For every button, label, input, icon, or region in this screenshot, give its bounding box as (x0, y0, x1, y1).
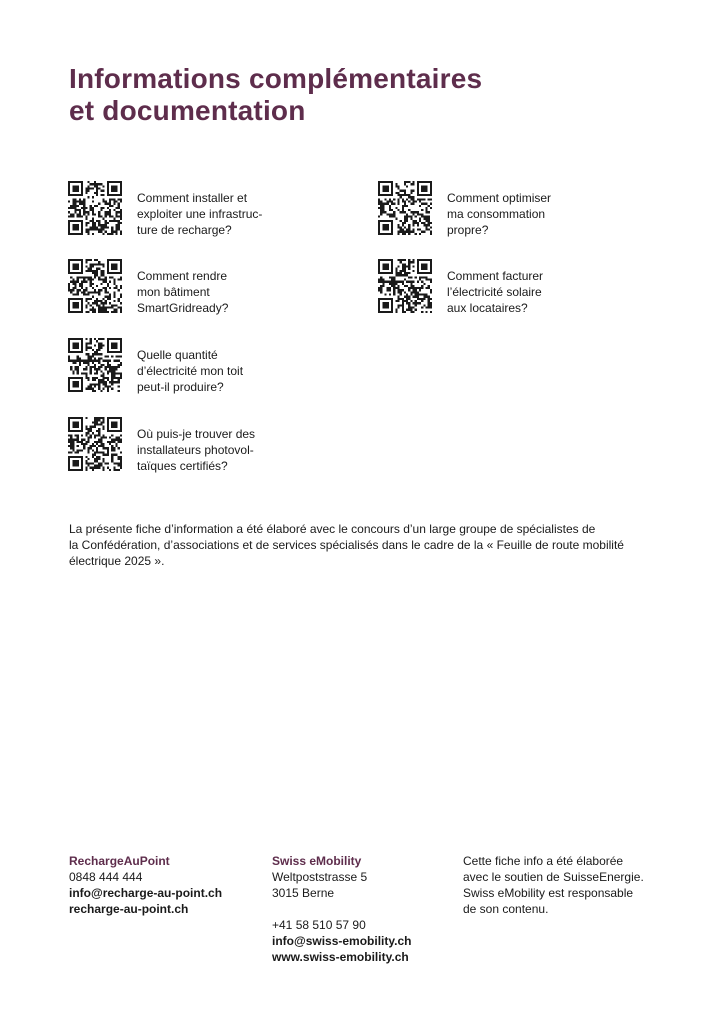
resource-text: aux locataires? (447, 301, 528, 315)
email-link[interactable]: info@recharge-au-point.ch (69, 886, 223, 900)
resource-text: Comment installer et (137, 191, 248, 205)
footer-rechargeaupoint (69, 853, 222, 917)
qr-modules (378, 181, 432, 235)
resource-text: Où puis-je trouver des (137, 427, 256, 441)
org-name: Swiss eMobility (272, 854, 362, 868)
resource-text: Comment facturer (447, 269, 544, 283)
phone: +41 58 510 57 90 (272, 918, 366, 932)
qr-code-icon[interactable] (68, 338, 122, 392)
title-line-2: et documentation (69, 95, 306, 126)
spacer (272, 901, 412, 917)
resource-text: installateurs photovol- (137, 443, 254, 457)
info-paragraph (69, 521, 649, 569)
resource-text: ma consommation (447, 207, 546, 221)
qr-modules (68, 181, 122, 235)
resource-item[interactable] (68, 338, 308, 394)
title-line-1: Informations complémentaires (69, 63, 483, 94)
email-link[interactable]: info@swiss-emobility.ch (272, 934, 412, 948)
resource-item[interactable] (68, 417, 308, 473)
qr-code-icon[interactable] (68, 259, 122, 313)
website-link[interactable]: recharge-au-point.ch (69, 902, 189, 916)
info-line: de son contenu. (463, 902, 549, 916)
qr-modules (68, 417, 122, 471)
phone: 0848 444 444 (69, 870, 143, 884)
resource-text: ture de recharge? (137, 223, 232, 237)
resource-text: exploiter une infrastruc- (137, 207, 263, 221)
qr-code-icon[interactable] (378, 259, 432, 313)
resource-text: taïques certifiés? (137, 459, 228, 473)
note-line: la Confédération, d’associations et de services spécialisés dans le cadre de la « Feuille de route mobilité (69, 538, 624, 552)
info-line: avec le soutien de SuisseEnergie. (463, 870, 644, 884)
qr-modules (68, 338, 122, 392)
page-title (69, 63, 482, 127)
qr-code-icon[interactable] (68, 417, 122, 471)
resource-text: Quelle quantité (137, 348, 218, 362)
qr-code-icon[interactable] (68, 181, 122, 235)
info-line: Cette fiche info a été élaborée (463, 854, 624, 868)
resource-text: propre? (447, 223, 489, 237)
address-street: Weltpoststrasse 5 (272, 870, 368, 884)
org-name: RechargeAuPoint (69, 854, 170, 868)
resource-text: Comment rendre (137, 269, 228, 283)
resource-text: peut-il produire? (137, 380, 224, 394)
resource-item[interactable] (378, 181, 618, 237)
footer-swiss-emobility (272, 853, 412, 965)
qr-code-icon[interactable] (378, 181, 432, 235)
note-line: électrique 2025 ». (69, 554, 165, 568)
resource-text: SmartGridready? (137, 301, 229, 315)
resource-text: d’électricité mon toit (137, 364, 244, 378)
website-link[interactable]: www.swiss-emobility.ch (272, 950, 409, 964)
info-line: Swiss eMobility est responsable (463, 886, 634, 900)
resource-text: mon bâtiment (137, 285, 210, 299)
resource-text: l’électricité solaire (447, 285, 542, 299)
footer-info (463, 853, 644, 917)
qr-modules (378, 259, 432, 313)
resource-item[interactable] (68, 181, 308, 237)
address-city: 3015 Berne (272, 886, 335, 900)
note-line: La présente fiche d’information a été élaboré avec le concours d’un large groupe de spécialistes de (69, 522, 596, 536)
resource-text: Comment optimiser (447, 191, 552, 205)
qr-modules (68, 259, 122, 313)
resource-item[interactable] (378, 259, 618, 315)
resource-item[interactable] (68, 259, 308, 315)
